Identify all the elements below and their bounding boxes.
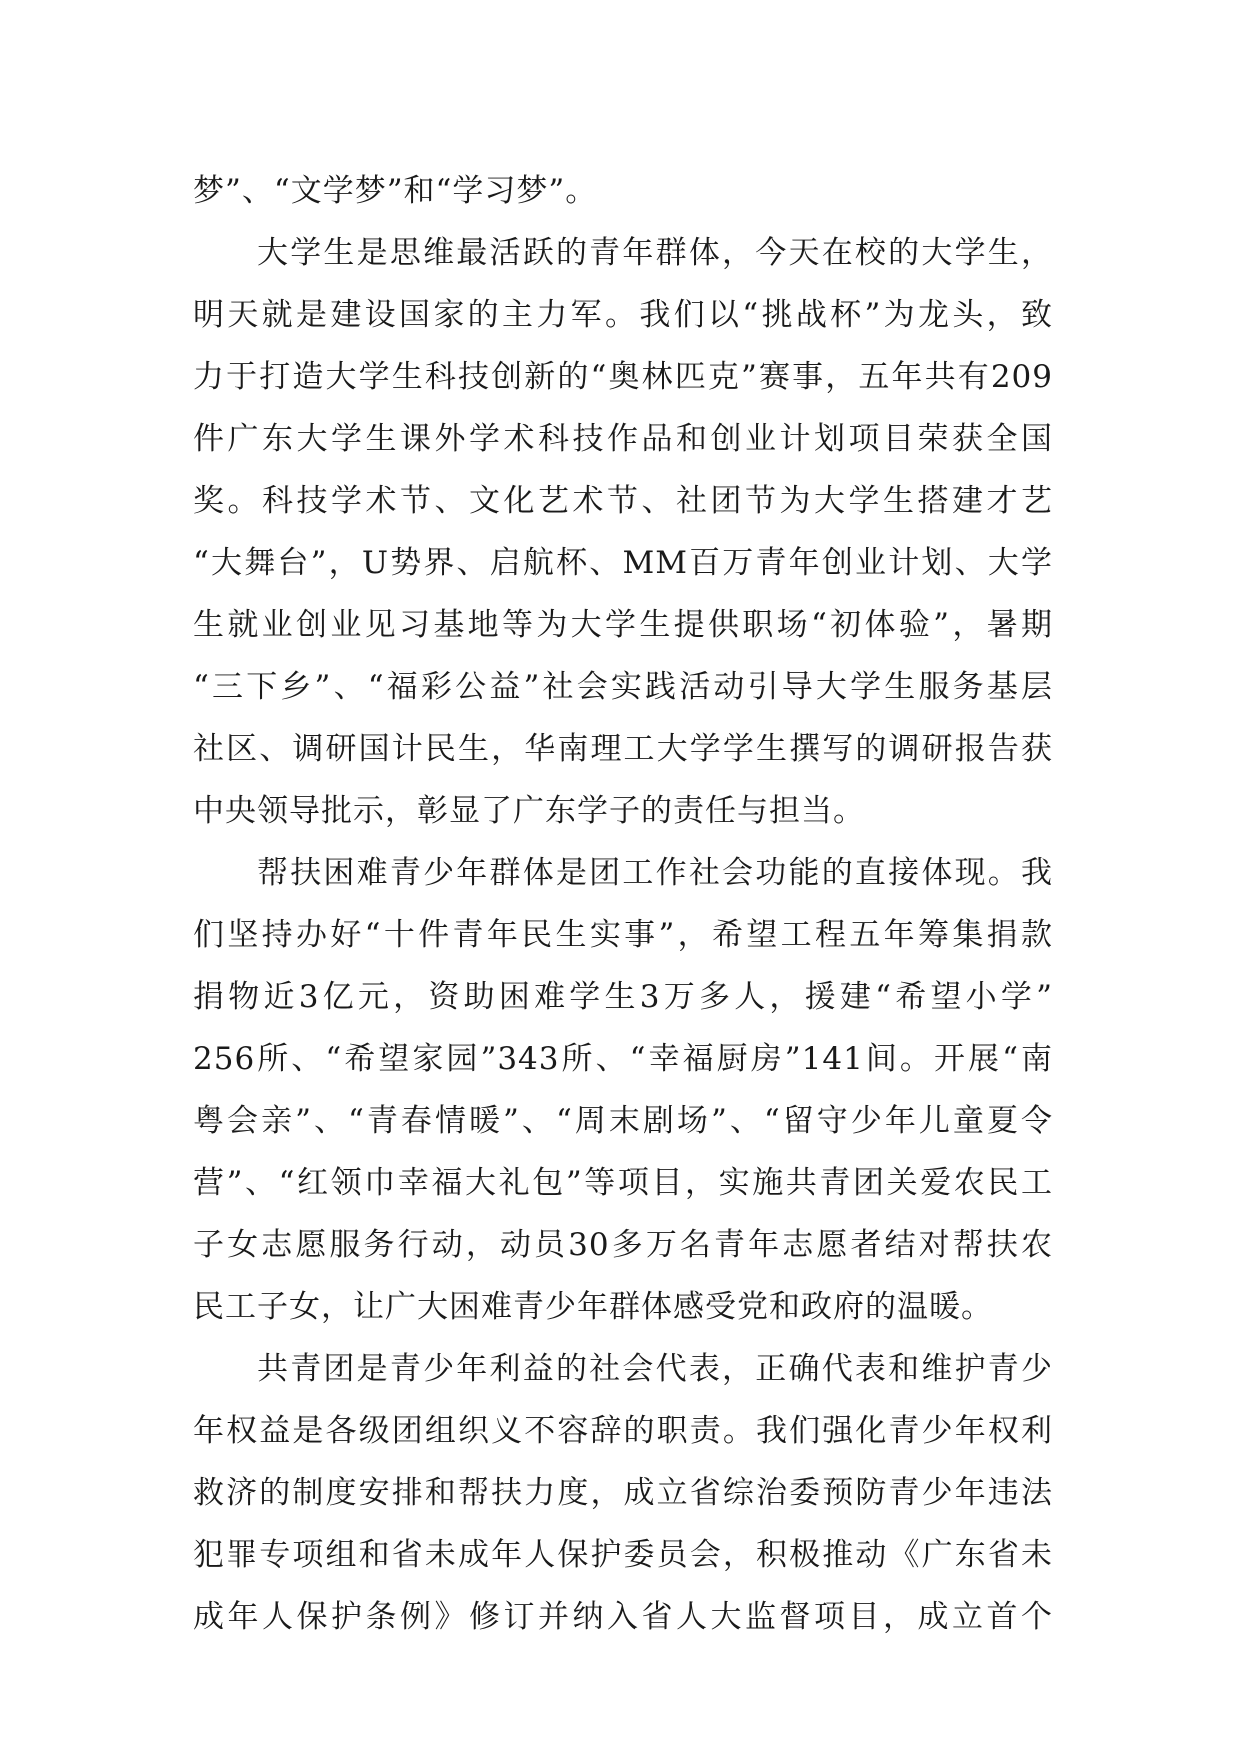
text-line: 明天就是建设国家的主力军。我们以“挑战杯”为龙头，致 [193, 297, 1053, 333]
text-line: 成年人保护条例》修订并纳入省人大监督项目，成立首个 [193, 1599, 1053, 1635]
text-line: 大学生是思维最活跃的青年群体，今天在校的大学生， [257, 235, 1053, 271]
text-line: 民工子女，让广大困难青少年群体感受党和政府的温暖。 [193, 1289, 993, 1325]
text-line: 营”、“红领巾幸福大礼包”等项目，实施共青团关爱农民工 [193, 1165, 1053, 1201]
text-line: 犯罪专项组和省未成年人保护委员会，积极推动《广东省未 [193, 1537, 1053, 1573]
text-line: 生就业创业见习基地等为大学生提供职场“初体验”，暑期 [193, 607, 1053, 643]
text-line: 年权益是各级团组织义不容辞的职责。我们强化青少年权利 [193, 1413, 1053, 1449]
text-line: 社区、调研国计民生，华南理工大学学生撰写的调研报告获 [193, 731, 1053, 767]
text-line: 共青团是青少年利益的社会代表，正确代表和维护青少 [257, 1351, 1053, 1387]
text-line: 力于打造大学生科技创新的“奥林匹克”赛事，五年共有209 [193, 359, 1053, 395]
text-line: 救济的制度安排和帮扶力度，成立省综治委预防青少年违法 [193, 1475, 1053, 1511]
body-text [193, 160, 1053, 1648]
text-line: “三下乡”、“福彩公益”社会实践活动引导大学生服务基层 [193, 669, 1053, 705]
paragraph-3 [193, 842, 1053, 1338]
text-line: “大舞台”，U势界、启航杯、MM百万青年创业计划、大学 [193, 545, 1053, 581]
text-line: 子女志愿服务行动，动员30多万名青年志愿者结对帮扶农 [193, 1227, 1053, 1263]
text-line: 粤会亲”、“青春情暖”、“周末剧场”、“留守少年儿童夏令 [193, 1103, 1053, 1139]
text-line: 帮扶困难青少年群体是团工作社会功能的直接体现。我 [257, 855, 1053, 891]
paragraph-4 [193, 1338, 1053, 1648]
text-line: 256所、“希望家园”343所、“幸福厨房”141间。开展“南 [193, 1041, 1053, 1077]
text-line: 梦”、“文学梦”和“学习梦”。 [193, 173, 598, 209]
paragraph-2 [193, 222, 1053, 842]
paragraph-1 [193, 160, 1053, 222]
text-line: 奖。科技学术节、文化艺术节、社团节为大学生搭建才艺 [193, 483, 1053, 519]
text-line: 捐物近3亿元，资助困难学生3万多人，援建“希望小学” [193, 979, 1053, 1015]
text-line: 件广东大学生课外学术科技作品和创业计划项目荣获全国 [193, 421, 1053, 457]
text-line: 中央领导批示，彰显了广东学子的责任与担当。 [193, 793, 865, 829]
text-line: 们坚持办好“十件青年民生实事”，希望工程五年筹集捐款 [193, 917, 1053, 953]
